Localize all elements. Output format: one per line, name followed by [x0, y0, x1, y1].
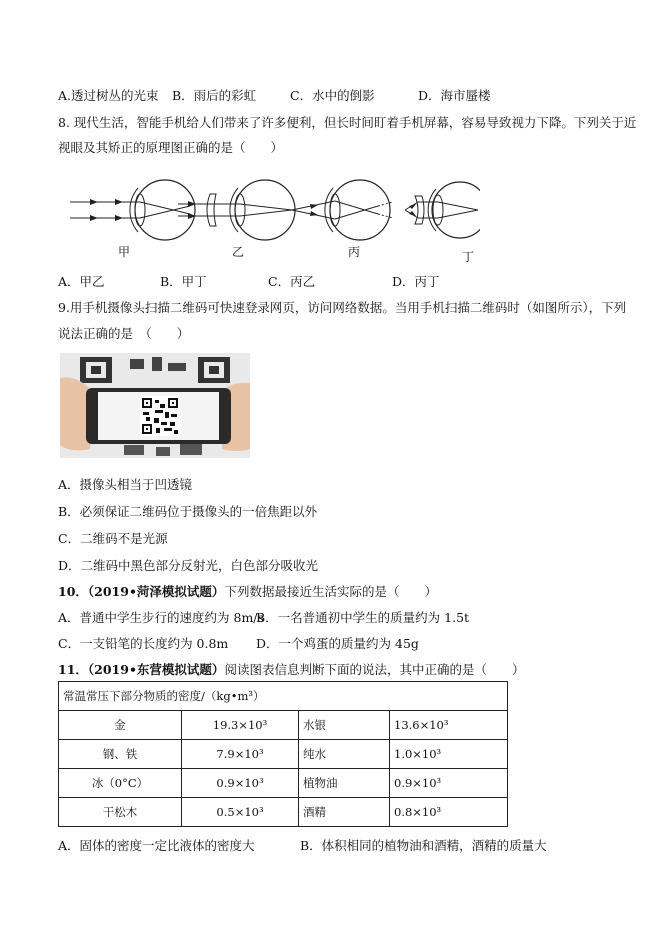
table-cell: 钢、铁: [59, 740, 182, 769]
table-cell: 酒精: [299, 798, 390, 827]
phone-device: [86, 388, 231, 444]
eye-diagram-jia: [70, 180, 195, 240]
q11-stem: [58, 660, 524, 678]
table-row: [59, 711, 508, 740]
fig-label-bing: 丙: [348, 245, 361, 259]
q10-number: 10．: [58, 584, 88, 599]
density-table-title: 常温常压下部分物质的密度/（kg•m³）: [59, 682, 508, 711]
density-table-title-row: [59, 682, 508, 711]
table-row: [59, 798, 508, 827]
q11-source: （2019•东营模拟试题）: [87, 662, 225, 677]
q7-option-a: A.透过树丛的光束: [58, 88, 159, 103]
table-cell: 金: [59, 711, 182, 740]
q8-option-d: D．丙丁: [392, 274, 440, 289]
q10-option-b: B．一名普通初中学生的质量约为 1.5t: [256, 610, 470, 625]
q10-option-d: D．一个鸡蛋的质量约为 45g: [256, 636, 419, 651]
q7-option-c: C．水中的倒影: [290, 88, 375, 103]
eye-diagram-bing: [292, 180, 393, 240]
density-table: [58, 681, 508, 827]
table-cell: 0.5×10³: [182, 798, 299, 827]
q8-stem-line1: 8. 现代生活，智能手机给人们带来了许多便利，但长时间盯着手机屏幕，容易导致视力下降。下列关于近: [58, 115, 637, 130]
fig-label-yi: 乙: [232, 245, 245, 259]
q9-stem-line2: 说法正确的是 （ ）: [58, 326, 190, 341]
phone-screen: [98, 392, 219, 440]
q10-option-a: A．普通中学生步行的速度约为 8m/s: [58, 610, 264, 625]
q10-option-c: C．一支铅笔的长度约为 0.8m: [58, 636, 229, 651]
q9-option-d: D．二维码中黑色部分反射光，白色部分吸收光: [58, 558, 319, 573]
q11-option-b: B．体积相同的植物油和酒精，酒精的质量大: [300, 838, 547, 853]
table-cell: 13.6×10³: [390, 711, 508, 740]
fig-label-jia: 甲: [118, 245, 131, 259]
q10-stem: [58, 582, 437, 600]
q9-option-c: C．二维码不是光源: [58, 531, 168, 546]
table-cell: 0.9×10³: [390, 769, 508, 798]
table-cell: 19.3×10³: [182, 711, 299, 740]
table-row: [59, 769, 508, 798]
table-cell: 1.0×10³: [390, 740, 508, 769]
q10-stem-text: 下列数据最接近生活实际的是（ ）: [224, 584, 437, 599]
q7-option-d: D．海市蜃楼: [418, 88, 491, 103]
q11-option-a: A．固体的密度一定比液体的密度大: [58, 838, 255, 853]
q7-option-b: B．雨后的彩虹: [172, 88, 257, 103]
eye-diagram-ding: [405, 182, 480, 238]
q8-option-b: B．甲丁: [160, 274, 207, 289]
table-cell: 水银: [299, 711, 390, 740]
table-cell: 冰（0°C）: [59, 769, 182, 798]
q9-option-b: B．必须保证二维码位于摄像头的一倍焦距以外: [58, 504, 318, 519]
q11-stem-text: 阅读图表信息判断下面的说法，其中正确的是（ ）: [224, 662, 525, 677]
table-cell: 7.9×10³: [182, 740, 299, 769]
q8-option-c: C．丙乙: [268, 274, 316, 289]
fig-label-ding: 丁: [462, 250, 475, 264]
table-cell: 干松木: [59, 798, 182, 827]
qr-scan-photo: [60, 353, 250, 458]
table-cell: 0.9×10³: [182, 769, 299, 798]
q11-number: 11．: [58, 662, 88, 677]
q9-stem-line1: 9.用手机摄像头扫描二维码可快速登录网页，访问网络数据。当用手机扫描二维码时（如图所示），下列: [58, 300, 627, 315]
table-row: [59, 740, 508, 769]
table-cell: 植物油: [299, 769, 390, 798]
table-cell: 纯水: [299, 740, 390, 769]
q9-option-a: A．摄像头相当于凹透镜: [58, 477, 193, 492]
table-cell: 0.8×10³: [390, 798, 508, 827]
q8-option-a: A．甲乙: [58, 274, 105, 289]
q8-stem-line2: 视眼及其矫正的原理图正确的是（ ）: [58, 140, 284, 155]
q10-source: （2019•菏泽模拟试题）: [87, 584, 225, 599]
